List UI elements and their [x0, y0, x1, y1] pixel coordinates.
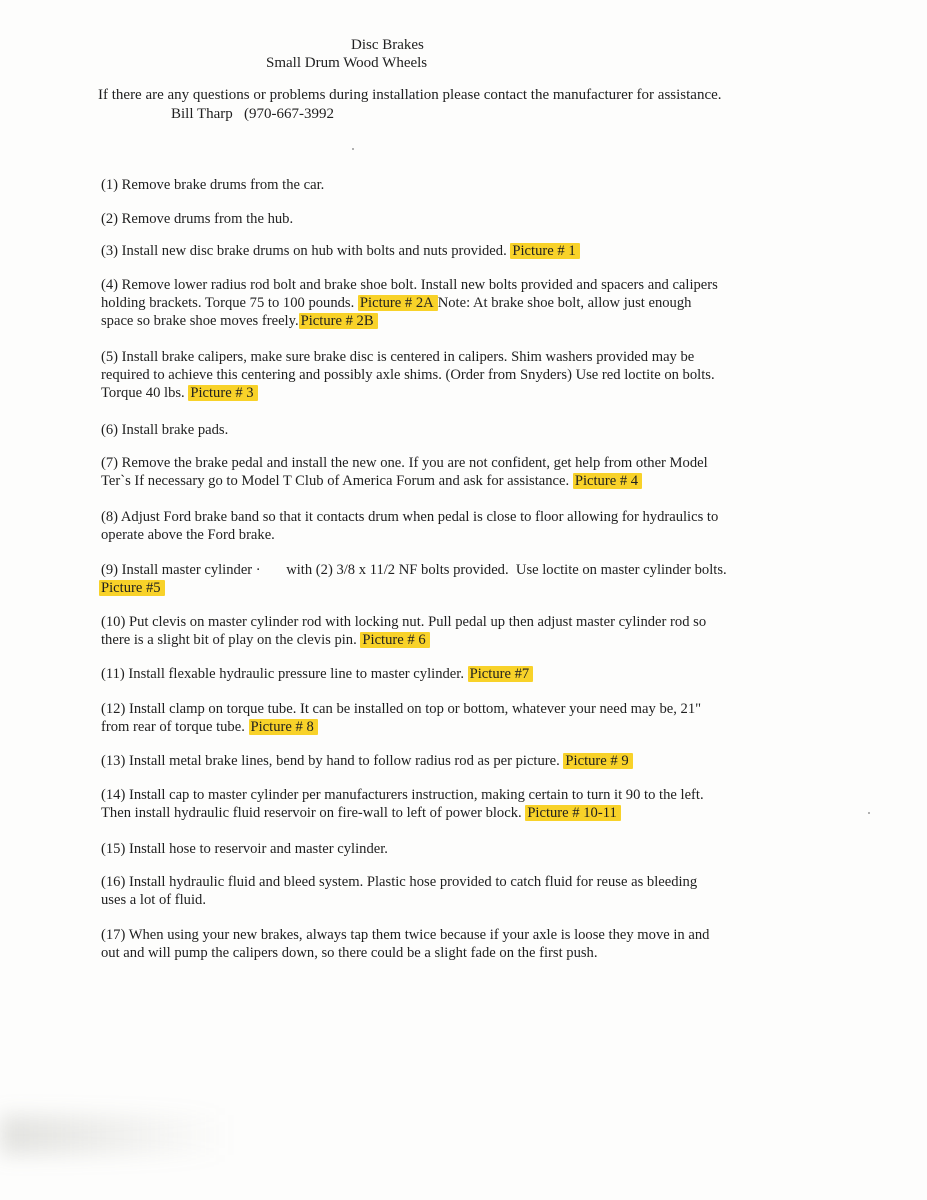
step-text: (12) Install clamp on torque tube. It can be installed on top or bottom, whatever your need may be, 21" [101, 701, 702, 717]
step-text: uses a lot of fluid. [101, 892, 206, 908]
step-text: operate above the Ford brake. [101, 527, 275, 543]
step-text: out and will pump the calipers down, so there could be a slight fade on the first push. [101, 945, 598, 961]
document-title: Disc Brakes [351, 37, 424, 53]
picture-reference-highlight: Picture # 4 [573, 473, 642, 489]
step-4 [101, 276, 816, 330]
step-3 [101, 242, 816, 260]
step-9 [101, 561, 816, 597]
step-text: (10) Put clevis on master cylinder rod with locking nut. Pull pedal up then adjust master cylinder rod so [101, 614, 707, 630]
step-text: holding brackets. Torque 75 to 100 pounds. [101, 295, 355, 311]
picture-reference-highlight: Picture # 3 [188, 385, 257, 401]
step-text: Note: At brake shoe bolt, allow just enough [437, 295, 692, 311]
step-text: (5) Install brake calipers, make sure brake disc is centered in calipers. Shim washers provided may be [101, 349, 695, 365]
step-text: (6) Install brake pads. [101, 422, 229, 438]
step-1 [101, 176, 816, 194]
step-text: (3) Install new disc brake drums on hub with bolts and nuts provided. [101, 243, 507, 259]
step-text: there is a slight bit of play on the clevis pin. [101, 632, 357, 648]
step-13 [101, 752, 816, 770]
picture-reference-highlight: Picture # 10-11 [525, 805, 620, 821]
step-2 [101, 210, 816, 228]
step-text: required to achieve this centering and possibly axle shims. (Order from Snyders) Use red loctite on bolts. [101, 367, 715, 383]
scan-speck [352, 148, 354, 150]
step-17 [101, 926, 816, 962]
step-text: (9) Install master cylinder · with (2) 3/8 x 11/2 NF bolts provided. Use loctite on master cylinder bolts. [101, 562, 727, 578]
intro-text: If there are any questions or problems during installation please contact the manufacturer for assistance. [98, 87, 722, 103]
picture-reference-highlight: Picture # 6 [360, 632, 429, 648]
step-11 [101, 665, 816, 683]
picture-reference-highlight: Picture # 2A [358, 295, 438, 311]
step-6 [101, 421, 816, 439]
step-text: Torque 40 lbs. [101, 385, 185, 401]
document-subtitle: Small Drum Wood Wheels [266, 55, 428, 71]
step-text: (4) Remove lower radius rod bolt and brake shoe bolt. Install new bolts provided and spacers and calipers [101, 277, 718, 293]
step-text: space so brake shoe moves freely. [101, 313, 299, 329]
step-text: Ter`s If necessary go to Model T Club of America Forum and ask for assistance. [101, 473, 570, 489]
picture-reference-highlight: Picture # 8 [249, 719, 318, 735]
step-text: (7) Remove the brake pedal and install the new one. If you are not confident, get help from other Model [101, 455, 708, 471]
step-text: (14) Install cap to master cylinder per manufacturers instruction, making certain to turn it 90 to the left. [101, 787, 704, 803]
step-10 [101, 613, 816, 649]
step-12 [101, 700, 816, 736]
step-7 [101, 454, 816, 490]
step-15 [101, 840, 816, 858]
step-text: (15) Install hose to reservoir and master cylinder. [101, 841, 388, 857]
picture-reference-highlight: Picture # 2B [299, 313, 378, 329]
step-text: (13) Install metal brake lines, bend by hand to follow radius rod as per picture. [101, 753, 560, 769]
step-text: (8) Adjust Ford brake band so that it contacts drum when pedal is close to floor allowing for hydraulics to [101, 509, 719, 525]
scan-speck [868, 812, 870, 814]
step-14 [101, 786, 816, 822]
scan-shadow [0, 1115, 230, 1155]
step-16 [101, 873, 816, 909]
step-text: (1) Remove brake drums from the car. [101, 177, 325, 193]
step-text: (2) Remove drums from the hub. [101, 211, 294, 227]
contact-line: Bill Tharp (970-667-3992 [171, 106, 335, 122]
step-5 [101, 348, 816, 402]
step-text: Then install hydraulic fluid reservoir on fire-wall to left of power block. [101, 805, 522, 821]
step-8 [101, 508, 816, 544]
picture-reference-highlight: Picture #5 [99, 580, 165, 596]
step-text: (16) Install hydraulic fluid and bleed system. Plastic hose provided to catch fluid for reuse as bleeding [101, 874, 698, 890]
step-text: from rear of torque tube. [101, 719, 245, 735]
picture-reference-highlight: Picture #7 [468, 666, 534, 682]
step-text: (17) When using your new brakes, always tap them twice because if your axle is loose they move in and [101, 927, 710, 943]
picture-reference-highlight: Picture # 9 [563, 753, 632, 769]
step-text: (11) Install flexable hydraulic pressure line to master cylinder. [101, 666, 464, 682]
picture-reference-highlight: Picture # 1 [510, 243, 579, 259]
